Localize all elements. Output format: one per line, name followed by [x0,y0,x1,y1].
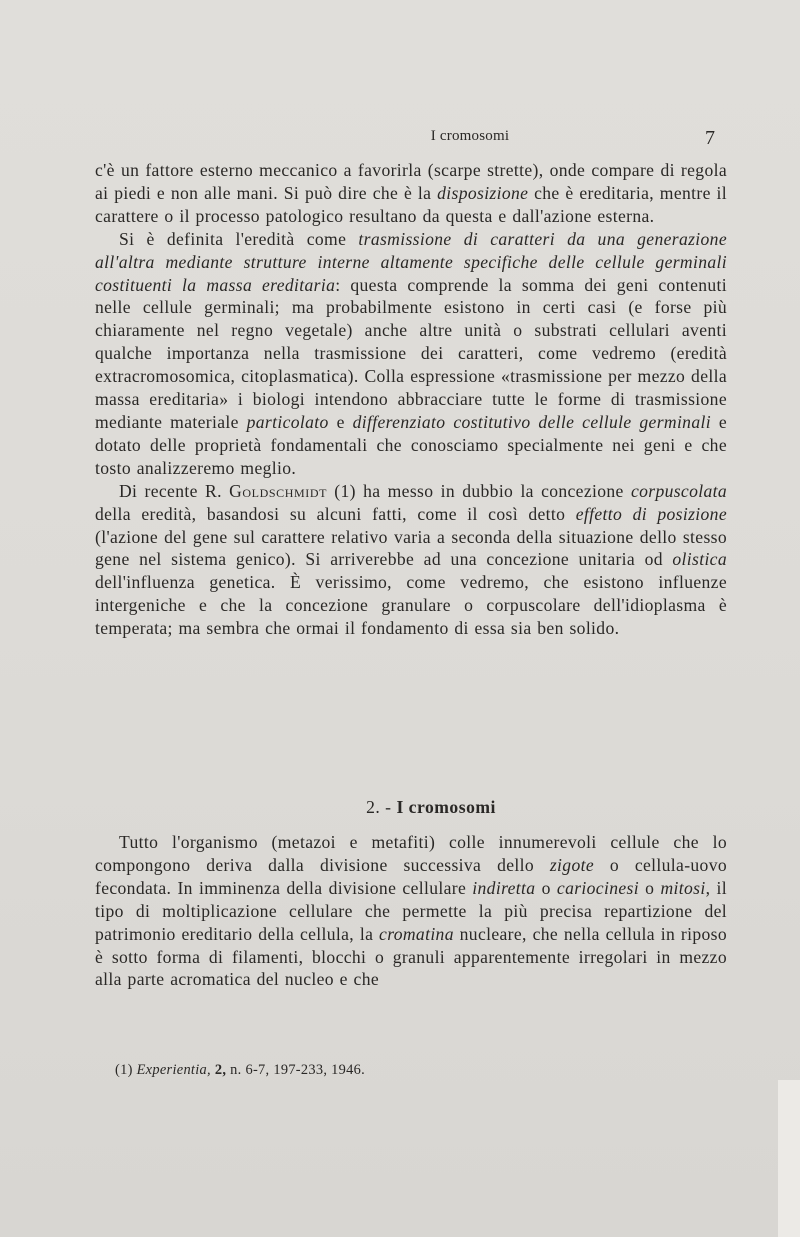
italic-term: indiretta [472,877,536,898]
paragraph: Si è definita l'eredità come trasmissione di caratteri da una generazione all'altra mediante strutture interne altamente specifiche delle cellule germinali costituenti la massa ereditaria: questa comprende la somma dei geni contenuti nelle cellule germinali; ma probabilmente esistono in certi casi (e forse più chiaramente nel regno vegetale) anche altre unità o substrati cellulari aventi qualche importanza nella trasmissione dei caratteri, come vedremo (eredità extracromosomica, citoplasmatica). Colla espressione «trasmissione per mezzo della massa ereditaria» i biologi intendono abbracciare tutte le forme di trasmissione mediante materiale particolato e differenziato costitutivo delle cellule germinali e dotato delle proprietà fondamentali che conosciamo specialmente nei geni e che tosto analizzeremo meglio. [95,228,728,478]
footnote-marker: (1) [115,1062,133,1078]
paragraph: c'è un fattore esterno meccanico a favorirla (scarpe strette), onde compare di regola ai piedi e non alle mani. Si può dire che è la disposizione che è ereditaria, mentre il carattere o il processo patologico resultano da questa e dall'azione esterna. [95,160,727,226]
italic-term: trasmissione di caratteri da una generazione all'altra mediante strutture interne altamente specifiche delle cellule germinali costituenti la massa ereditaria [95,228,727,295]
paragraph: Tutto l'organismo (metazoi e metafiti) colle innumerevoli cellule che lo compongono deriva dalla divisione successiva dello zigote o cellula-uovo fecondata. In imminenza della divisione cellulare indiretta o cariocinesi o mitosi, il tipo di moltiplicazione cellulare che permette la più precisa repartizione del patrimonio ereditario della cellula, la cromatina nucleare, che nella cellula in riposo è sotto forma di filamenti, blocchi o granuli apparentemente irregolari in mezzo alla parte acromatica del nucleo e che [95,832,727,990]
italic-term: zigote [549,854,594,875]
author-name: Goldschmidt [229,480,328,501]
section-heading [95,797,727,818]
italic-term: cariocinesi [556,877,639,898]
page-number: 7 [705,127,715,149]
italic-term: differenziato costitutivo delle cellule germinali [352,411,711,432]
footnote-details: n. 6-7, 197-233, 1946. [230,1062,366,1078]
italic-term: mitosi [660,877,706,898]
italic-term: cromatina [379,923,454,944]
page-edge-mark [778,1080,800,1237]
paragraph: Di recente R. Goldschmidt (1) ha messo in dubbio la concezione corpuscolata della eredità, basandosi su alcuni fatti, come il così detto effetto di posizione (l'azione del gene sul carattere relativo varia a seconda della situazione dello stesso gene nel sistema genico). Si arriverebbe ad una concezione unitaria od olistica dell'influenza genetica. È verissimo, come vedremo, che esistono influenze intergeniche e che la concezione granulare o corpuscolare dell'idioplasma è temperata; ma sembra che ormai il fondamento di essa sia ben solido. [95,480,728,639]
italic-term: olistica [672,549,727,570]
body-text-section-2 [95,831,727,991]
italic-term: effetto di posizione [575,503,727,524]
footnote-journal: Experientia, [136,1062,211,1078]
italic-term: corpuscolata [630,480,728,501]
italic-term: particolato [246,411,329,432]
italic-term: disposizione [437,182,529,203]
footnote [115,1062,725,1079]
body-text [95,159,727,640]
running-head [95,128,715,152]
running-title: I cromosomi [430,128,510,144]
section-number: 2. - [366,797,392,817]
footnote-volume: 2, [214,1062,227,1078]
section-title: I cromosomi [396,797,496,817]
